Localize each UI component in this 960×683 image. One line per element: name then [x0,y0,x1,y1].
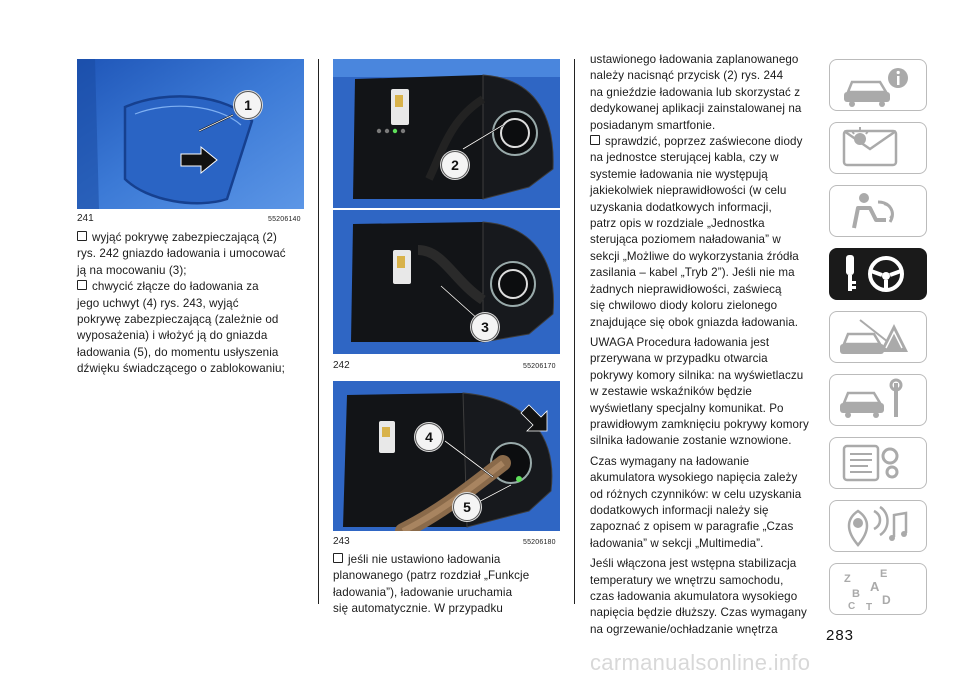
col3-p3-line: przerywana w przypadku otwarcia [590,352,768,366]
col3-p4-line: od różnych czynników: w celu uzyskania [590,487,802,501]
car-maintenance-icon [830,375,926,425]
col3-p2-line: żadnych nieprawidłowości, zaświecą [590,282,782,296]
col3-p3-line: prawidłowym zamknięciu pokrywy komory [590,417,809,431]
figure-242-number: 242 [333,360,350,371]
callout-2: 2 [441,151,469,179]
svg-text:E: E [880,568,888,580]
col1-line-1: wyjąć pokrywę zabezpieczającą (2) [92,231,278,244]
figure-241-number: 241 [77,213,94,224]
index-alphabet-icon [830,564,926,614]
column-3-text [590,52,822,642]
figure-243-photo [333,381,560,531]
col1-line-4: chwycić złącze do ładowania za [92,280,259,294]
column-1-text [77,230,307,378]
col3-p5-line: na ogrzewanie/ochładzanie wnętrza [590,622,778,636]
col3-p1-line: ustawionego ładowania zaplanowanego [590,53,799,66]
callout-3: 3 [471,313,499,341]
col3-p2-line: sekcji „Możliwe do wykorzystania źródła [590,249,799,263]
svg-text:A: A [870,579,880,594]
col1-line-6: pokrywę zabezpieczającą (zależnie od [77,313,279,327]
callout-1: 1 [234,91,262,119]
col3-p2-line: systemie ładowania nie występują [590,167,768,181]
page-number: 283 [826,627,855,644]
col3-p5-line: czas ładowania akumulatora wysokiego [590,590,798,603]
col3-p2-line: znajdujące się obok gniazda ładowania. [590,315,799,329]
col3-p4-line: dodatkowych informacji należy się [590,503,769,517]
bullet-scheduled-charging [333,552,565,568]
figure-241-photo [77,59,304,209]
col1-line-7: wyposażenia) i włożyć ją do gniazda [77,329,268,343]
col3-p3-line: w zestawie wskaźników będzie [590,385,752,399]
col2-line-3: ładowania”), ładowanie uruchamia [333,585,513,599]
col3-paragraph-5 [590,556,822,638]
col3-p5-line: Jeśli włączona jest wstępna stabilizacja [590,557,797,571]
col3-p2-line: patrz opis w rozdziale „Jednostka [590,217,765,231]
column-divider-1 [318,59,319,604]
figure-242-photo-bottom [333,210,560,354]
key-steering-wheel-icon [830,249,926,299]
col2-line-4: się automatycznie. W przypadku [333,602,503,616]
bullet-grab-connector [77,279,307,295]
col3-p5-line: temperatury we wnętrzu samochodu, [590,573,784,587]
checkbox-bullet-icon [333,553,343,563]
col3-p2-line: sterująca poziomem naładowania” w [590,233,781,247]
chapter-tab-safety[interactable] [829,185,927,237]
col1-line-3: ją na mocowaniu (3); [77,263,187,277]
col3-p1-line: posiadanym smartfonie. [590,118,716,132]
chapter-tab-dashboard[interactable] [829,122,927,174]
col2-line-1: jeśli nie ustawiono ładowania [348,553,501,566]
svg-text:Z: Z [844,573,851,585]
multimedia-icon [830,501,926,551]
callout-5: 5 [453,493,481,521]
col3-p4-line: Czas wymagany na ładowanie [590,454,750,468]
col3-p3-line: pokrywy komory silnika: na wyświetlaczu [590,368,804,382]
chapter-tab-index[interactable] [829,563,927,615]
emergency-warning-icon [830,312,926,362]
col3-p4-line: zapoznać z opisem w paragrafie „Czas [590,520,794,534]
col1-line-2: rys. 242 gniazdo ładowania i umocować [77,247,286,261]
svg-text:C: C [848,601,856,612]
col3-p2-line: na jednostce sterującej kabla, czy w [590,151,779,165]
safety-airbag-icon [830,186,926,236]
chapter-tab-maintenance[interactable] [829,374,927,426]
col2-line-2: planowanego (patrz rozdział „Funkcje [333,569,530,583]
column-2-text [333,552,565,618]
car-info-icon [830,60,926,110]
chapter-tab-car-info[interactable] [829,59,927,111]
col3-p2-line: sprawdzić, poprzez zaświecone diody [605,135,803,149]
col3-p2-line: zasilania – kabel „Tryb 2”). Jeśli nie ma [590,266,795,280]
col3-paragraph-2 [590,134,822,331]
svg-text:T: T [866,602,873,613]
col1-line-8: ładowania (5), do momentu usłyszenia [77,345,279,359]
col3-paragraph-3 [590,335,822,450]
col3-p4-line: akumulatora wysokiego napięcia zależy [590,471,798,485]
col3-p1-line: na gnieździe ładowania lub skorzystać z [590,85,801,99]
col3-p5-line: napięcia będzie dłuższy. Czas wymagany [590,606,807,620]
bullet-remove-cover [77,230,307,246]
chapter-tab-starting-driving[interactable] [829,248,927,300]
col3-p2-line: jakiekolwiek nieprawidłowości (w celu [590,184,787,198]
figure-243-number: 243 [333,536,350,547]
col3-p3-line: UWAGA Procedura ładowania jest [590,335,770,349]
figure-242-code: 55206170 [523,363,556,370]
col3-p2-line: się chwilowo diody koloru zielonego [590,299,778,313]
col3-paragraph-1 [590,52,822,134]
checkbox-bullet-icon [77,280,87,290]
svg-text:D: D [882,593,891,607]
callout-4: 4 [415,423,443,451]
technical-data-icon [830,438,926,488]
col3-p4-line: ładowania” w sekcji „Multimedia”. [590,536,764,550]
dashboard-lights-icon [830,123,926,173]
col1-line-9: dźwięku świadczącego o zablokowaniu; [77,362,285,376]
chapter-tab-multimedia[interactable] [829,500,927,552]
figure-242-photo-top [333,59,560,208]
figure-241-code: 55206140 [268,216,301,223]
col3-paragraph-4 [590,454,822,552]
col1-line-5: jego uchwyt (4) rys. 243, wyjąć [77,296,239,310]
col3-p2-line: uzyskania dodatkowych informacji, [590,200,772,214]
column-divider-2 [574,59,575,604]
footer-watermark[interactable]: carmanualsonline.info [590,650,811,675]
chapter-tab-emergency[interactable] [829,311,927,363]
checkbox-bullet-icon [590,135,600,145]
figure-243-code: 55206180 [523,539,556,546]
checkbox-bullet-icon [77,231,87,241]
col3-p1-line: należy nacisnąć przycisk (2) rys. 244 [590,69,784,83]
col3-p3-line: wyświetlany specjalny komunikat. Po [590,401,784,415]
col3-p1-line: dedykowanej aplikacji zainstalowanej na [590,102,802,116]
svg-text:B: B [852,588,860,600]
chapter-tab-technical-data[interactable] [829,437,927,489]
col3-p3-line: silnika ładowanie zostanie wznowione. [590,434,792,448]
